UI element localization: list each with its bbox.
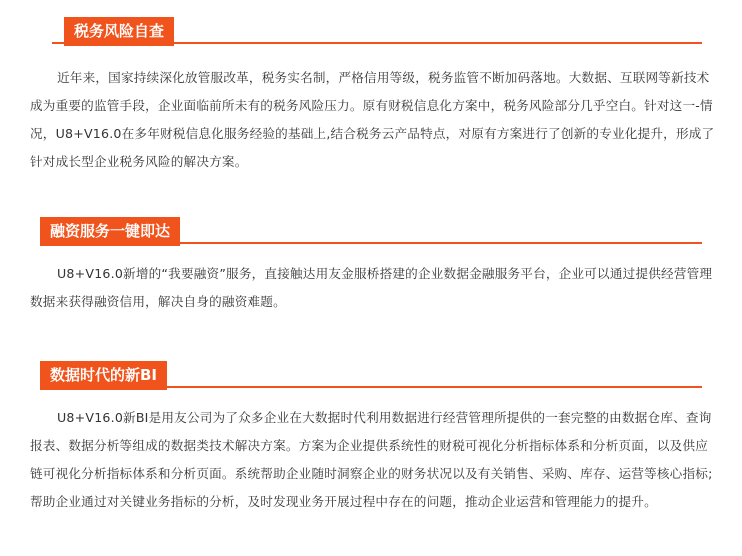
section-title: 数据时代的新BI (40, 361, 167, 390)
section-heading (0, 214, 742, 246)
section-new-bi (0, 358, 742, 509)
section-tax-risk (0, 14, 742, 169)
section-title: 税务风险自查 (64, 17, 174, 46)
section-heading (0, 14, 742, 46)
section-heading (0, 358, 742, 390)
section-paragraph: U8+V16.0新BI是用友公司为了众多企业在大数据时代利用数据进行经营管理所提供的一套完整的由数据仓库、查询报表、数据分析等组成的数据类技术解决方案。方案为企业提供系统性的财税可视化分析指标体系和分析页面，以及供应链可视化分析指标体系和分析页面。系统帮助企业随时洞察企业的财务状况以及有关销售、采购、库存、运营等核心指标;帮助企业通过对关键业务指标的分析，及时发现业务开展过程中存在的问题，推动企业运营和管理能力的提升。 (30, 410, 713, 509)
section-paragraph: 近年来，国家持续深化放管服改革，税务实名制，严格信用等级，税务监管不断加码落地。大数据、互联网等新技术成为重要的监管手段，企业面临前所未有的税务风险压力。原有财税信息化方案中，税务风险部分几乎空白。针对这一-情况，U8+V16.0在多年财税信息化服务经验的基础上,结合税务云产品特点，对原有方案进行了创新的专业化提升，形成了针对成长型企业税务风险的解决方案。 (30, 70, 715, 169)
section-paragraph: U8+V16.0新增的“我要融资”服务，直接触达用友金服桥搭建的企业数据金融服务平台，企业可以通过提供经营管理数据来获得融资信用，解决自身的融资难题。 (30, 266, 713, 309)
section-title: 融资服务一键即达 (40, 217, 180, 246)
section-financing (0, 214, 742, 309)
